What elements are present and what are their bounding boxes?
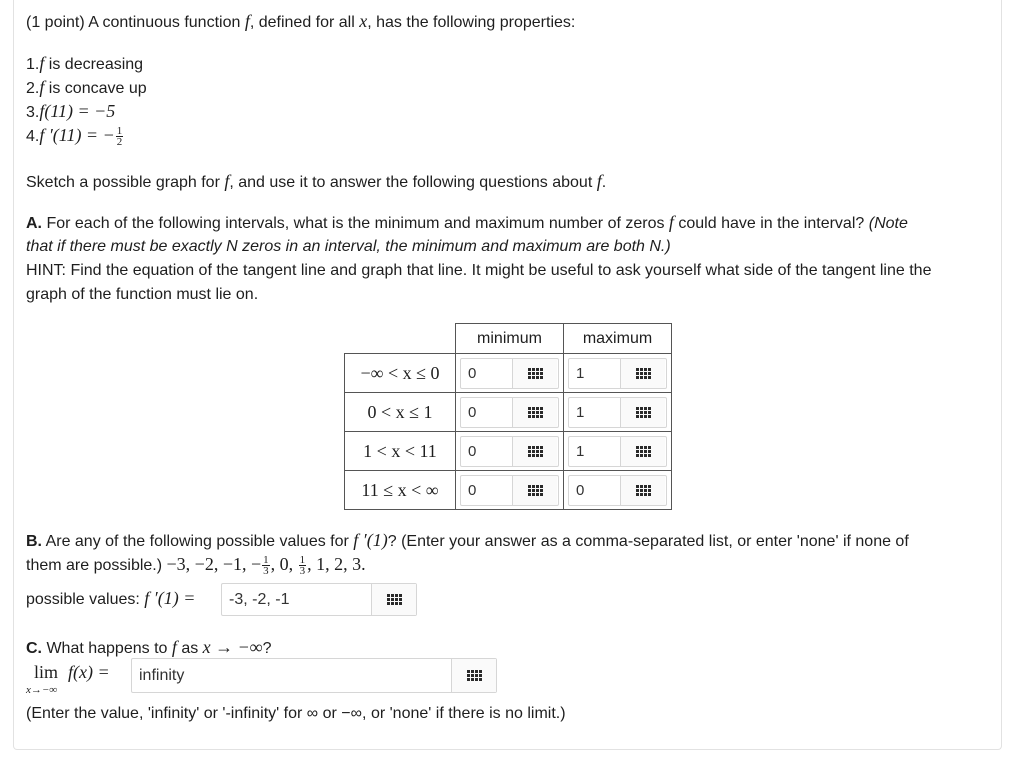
property-2: 2.f is concave up (26, 77, 147, 97)
grid-icon (528, 446, 543, 457)
part-a-line-1: A. For each of the following intervals, what is the minimum and maximum number of zeros f could have in the interval? (Note (26, 212, 908, 232)
table-row (345, 393, 672, 432)
fraction-one-half: $\frac{1}{2}$ (116, 125, 123, 149)
header-minimum: minimum (456, 324, 564, 354)
equation-editor-button[interactable] (620, 476, 665, 505)
grid-icon (528, 407, 543, 418)
interval-label: 1 < x < 11 (345, 432, 456, 471)
equation-editor-button[interactable] (620, 398, 665, 427)
min-answer-input[interactable]: 0 (460, 358, 559, 389)
limit-expression: lim x→−∞ f(x) = (26, 662, 110, 696)
table-row (345, 471, 672, 510)
property-4: 4.f ′(11) = − $\frac{1}{2}$ (26, 125, 123, 149)
part-b-line-2: them are possible.) −3, −2, −1, − $\frac{1}{3}$ , 0, $\frac{1}{3}$ , 1, 2, 3. (26, 554, 366, 578)
table-header-row (345, 324, 672, 354)
limit-answer-input[interactable]: infinity (131, 658, 497, 693)
part-c-question: C. What happens to f as x → −∞? (26, 637, 272, 657)
property-3: 3.f(11) = −5 (26, 101, 116, 121)
equation-editor-button[interactable] (512, 437, 557, 466)
interval-label: 0 < x ≤ 1 (345, 393, 456, 432)
possible-values-input[interactable]: -3, -2, -1 (221, 583, 417, 616)
min-answer-input[interactable]: 0 (460, 475, 559, 506)
possible-values-label: possible values: f ′(1) = (26, 588, 196, 608)
interval-label: 11 ≤ x < ∞ (345, 471, 456, 510)
table-row (345, 354, 672, 393)
max-answer-input[interactable]: 1 (568, 358, 667, 389)
grid-icon (636, 407, 651, 418)
grid-icon (636, 446, 651, 457)
sketch-instruction: Sketch a possible graph for f, and use it to answer the following questions about f. (26, 171, 607, 191)
max-answer-input[interactable]: 1 (568, 397, 667, 428)
equation-editor-button[interactable] (512, 359, 557, 388)
grid-icon (528, 368, 543, 379)
equation-editor-button[interactable] (451, 659, 496, 692)
property-1: 1.f is decreasing (26, 53, 144, 73)
grid-icon (467, 670, 482, 681)
max-answer-input[interactable]: 1 (568, 436, 667, 467)
equation-editor-button[interactable] (512, 476, 557, 505)
grid-icon (636, 368, 651, 379)
max-answer-input[interactable]: 0 (568, 475, 667, 506)
part-a-note: that if there must be exactly N zeros in an interval, the minimum and maximum are both N.) (26, 238, 671, 255)
min-answer-input[interactable]: 0 (460, 436, 559, 467)
zeros-table (344, 323, 672, 510)
fraction-one-third: $\frac{1}{3}$ (299, 554, 306, 578)
grid-icon (636, 485, 651, 496)
header-maximum: maximum (564, 324, 672, 354)
equation-editor-button[interactable] (512, 398, 557, 427)
part-b-line-1: B. Are any of the following possible values for f ′(1)? (Enter your answer as a comma-separated list, or enter 'none' if none of (26, 530, 909, 550)
interval-label: −∞ < x ≤ 0 (345, 354, 456, 393)
grid-icon (387, 594, 402, 605)
table-row (345, 432, 672, 471)
part-c-footer: (Enter the value, 'infinity' or '-infinity' for ∞ or −∞, or 'none' if there is no limit.) (26, 705, 566, 722)
part-a-hint-2: graph of the function must lie on. (26, 286, 259, 303)
equation-editor-button[interactable] (620, 437, 665, 466)
part-a-hint-1: HINT: Find the equation of the tangent line and graph that line. It might be useful to ask yourself what side of the tangent line the (26, 262, 932, 279)
grid-icon (528, 485, 543, 496)
intro-line: (1 point) A continuous function f, defined for all x, has the following properties: (26, 11, 576, 31)
equation-editor-button[interactable] (620, 359, 665, 388)
min-answer-input[interactable]: 0 (460, 397, 559, 428)
fraction-one-third: $\frac{1}{3}$ (263, 554, 269, 578)
equation-editor-button[interactable] (371, 584, 416, 615)
